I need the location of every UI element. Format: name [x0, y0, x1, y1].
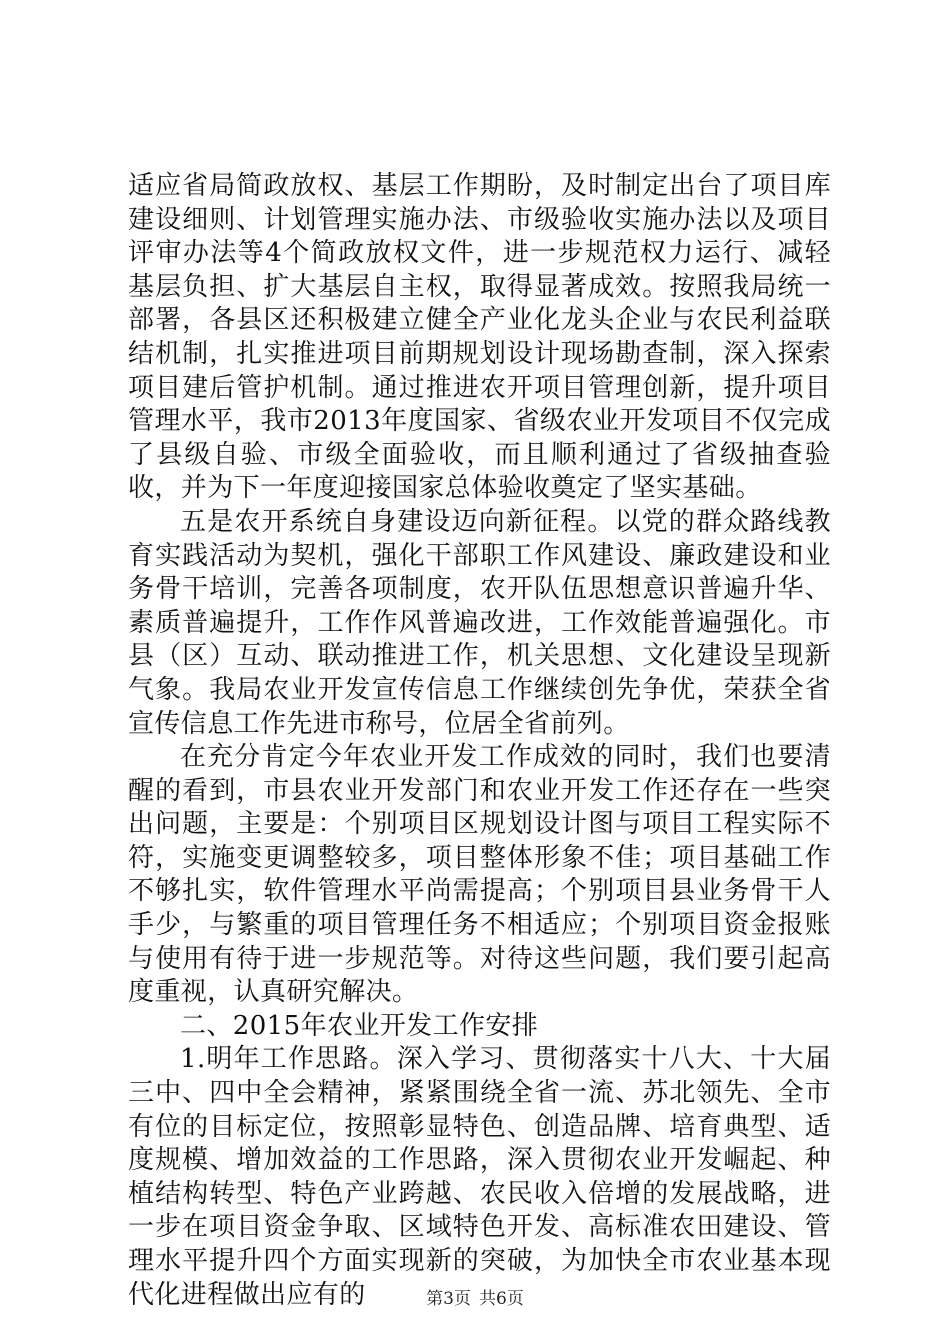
paragraph-work-ideas: 1.明年工作思路。深入学习、贯彻落实十八大、十大届三中、四中全会精神，紧紧围绕全省一流、苏北领先、全市有位的目标定位，按照彰显特色、创造品牌、培育典型、适度规模、增加效益的工作思路，深入贯彻农业开发崛起、种植结构转型、特色产业跨越、农民收入倍增的发展战略，进一步在项目资金争取、区域特色开发、高标准农田建设、管理水平提升四个方面实现新的突破，为加快全市农业基本现代化进程做出应有的: [128, 1044, 831, 1310]
page-footer: [0, 1288, 950, 1310]
section-heading-2015-plan: 二、2015年农业开发工作安排: [180, 1010, 539, 1041]
paragraph-section-five: 五是农开系统自身建设迈向新征程。以党的群众路线教育实践活动为契机，强化干部职工作风建设、廉政建设和业务骨干培训，完善各项制度，农开队伍思想意识普遍升华、素质普遍提升，工作作风普遍改进，工作效能普遍强化。市县（区）互动、联动推进工作，机关思想、文化建设呈现新气象。我局农业开发宣传信息工作继续创先争优，荣获全省宣传信息工作先进市称号，位居全省前列。: [128, 506, 831, 739]
page-total: 共6页: [479, 1289, 524, 1309]
paragraph-continuation: 适应省局简政放权、基层工作期盼，及时制定出台了项目库建设细则、计划管理实施办法、市级验收实施办法以及项目评审办法等4个简政放权文件，进一步规范权力运行、减轻基层负担、扩大基层自主权，取得显著成效。按照我局统一部署，各县区还积极建立健全产业化龙头企业与农民利益联结机制，扎实推进项目前期规划设计现场勘查制，深入探索项目建后管护机制。通过推进农开项目管理创新，提升项目管理水平，我市2013年度国家、省级农业开发项目不仅完成了县级自验、市级全面验收，而且顺利通过了省级抽查验收，并为下一年度迎接国家总体验收奠定了坚实基础。: [128, 171, 831, 504]
page-number: 第3页: [426, 1289, 471, 1309]
paragraph-issues: 在充分肯定今年农业开发工作成效的同时，我们也要清醒的看到，市县农业开发部门和农业开发工作还存在一些突出问题，主要是：个别项目区规划设计图与项目工程实际不符，实施变更调整较多，项目整体形象不佳；项目基础工作不够扎实，软件管理水平尚需提高；个别项目县业务骨干人手少，与繁重的项目管理任务不相适应；个别项目资金报账与使用有待于进一步规范等。对待这些问题，我们要引起高度重视，认真研究解决。: [128, 742, 831, 1008]
document-body: [128, 170, 831, 1312]
